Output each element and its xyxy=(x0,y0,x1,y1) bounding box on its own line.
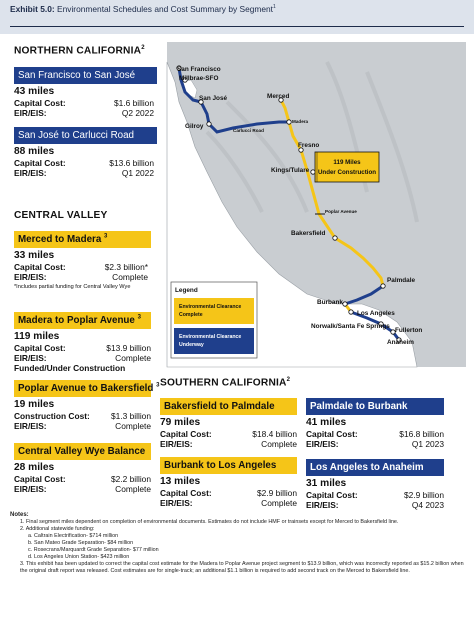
segment-miles: 88 miles xyxy=(14,146,55,157)
eir-row xyxy=(14,108,154,118)
capital-cost-label: Capital Cost: xyxy=(14,158,66,168)
segment-title-text: Madera to Poplar Avenue xyxy=(18,315,135,326)
city-label-carlucci: Carlucci Road xyxy=(233,128,264,133)
segment-details-wye xyxy=(14,462,151,494)
eir-label: EIR/EIS: xyxy=(306,500,339,510)
capital-cost-row xyxy=(14,474,151,484)
eir-row xyxy=(160,439,297,449)
city-label-merced: Merced xyxy=(267,93,290,100)
eir-value: Q1 2022 xyxy=(121,168,154,178)
capital-cost-row xyxy=(14,158,154,168)
construction-callout-line2: Under Construction xyxy=(317,169,377,176)
construction-cost-value: $1.3 billion xyxy=(110,411,151,421)
eir-label: EIR/EIS: xyxy=(160,439,193,449)
capital-cost-label: Capital Cost: xyxy=(160,488,212,498)
station-marker-bakersfield xyxy=(333,236,337,240)
segment-details-merced-madera xyxy=(14,250,148,291)
segment-title-bakersfield-palmdale: Bakersfield to Palmdale xyxy=(160,398,297,415)
segment-title-palmdale-burbank: Palmdale to Burbank xyxy=(306,398,444,415)
eir-row xyxy=(306,500,444,510)
eir-value: Complete xyxy=(261,498,297,508)
legend-swatch-complete xyxy=(174,298,254,324)
region-heading-northern xyxy=(14,45,145,56)
city-label-san-francisco: San Francisco xyxy=(177,66,221,73)
note-1: 1. Final segment miles dependent on completion of environmental documents. Estimates do not include HMF or trainsets except for Merced to Bakersfield line. xyxy=(20,519,399,525)
eir-value: Complete xyxy=(115,484,151,494)
eir-label: EIR/EIS: xyxy=(14,108,47,118)
eir-label: EIR/EIS: xyxy=(14,168,47,178)
segment-footnote: *Includes partial funding for Central Valley Wye xyxy=(14,284,131,290)
eir-label: EIR/EIS: xyxy=(14,484,47,494)
capital-cost-row xyxy=(160,488,297,498)
route-map-svg xyxy=(167,42,466,367)
eir-value: Complete xyxy=(112,272,148,282)
city-label-burbank: Burbank xyxy=(317,299,343,306)
station-marker-madera xyxy=(287,120,291,124)
capital-cost-label: Capital Cost: xyxy=(160,429,212,439)
region-heading-southern xyxy=(160,377,290,388)
construction-cost-label: Construction Cost: xyxy=(14,411,90,421)
capital-cost-value: $16.8 billion xyxy=(399,429,444,439)
capital-cost-label: Capital Cost: xyxy=(14,98,66,108)
city-label-millbrae: Millbrae-SFO xyxy=(179,75,219,82)
legend-label-complete-text-line2: Complete xyxy=(179,312,203,318)
segment-title-sup: 3 xyxy=(104,233,108,240)
funding-item: a. Caltrain Electrification- $714 million xyxy=(28,533,119,539)
exhibit-label: Exhibit 5.0: xyxy=(10,4,55,14)
segment-title-sf-sj: San Francisco to San José xyxy=(14,67,157,84)
segment-miles: 31 miles xyxy=(306,478,347,489)
eir-label: EIR/EIS: xyxy=(160,498,193,508)
eir-value: Q1 2023 xyxy=(411,439,444,449)
city-label-madera: Madera xyxy=(292,119,309,124)
eir-row xyxy=(14,421,151,431)
capital-cost-row xyxy=(14,343,151,353)
eir-value: Q4 2023 xyxy=(411,500,444,510)
eir-row xyxy=(14,272,148,282)
segment-details-burbank-la xyxy=(160,476,297,508)
capital-cost-label: Capital Cost: xyxy=(14,343,66,353)
eir-row xyxy=(160,498,297,508)
segment-details-bakersfield-palmdale xyxy=(160,417,297,449)
region-northern-text: NORTHERN CALIFORNIA xyxy=(14,45,142,57)
segment-title-sj-carlucci: San José to Carlucci Road xyxy=(14,127,157,144)
exhibit-header xyxy=(0,0,474,34)
header-divider xyxy=(10,26,464,27)
funding-item: c. Rosecrans/Marquardt Grade Separation- $77 million xyxy=(28,547,159,553)
region-southern-text: SOUTHERN CALIFORNIA xyxy=(160,377,287,389)
construction-callout-line1: 119 Miles xyxy=(333,159,361,166)
city-label-gilroy: Gilroy xyxy=(185,123,204,130)
station-marker-burbank xyxy=(343,302,347,306)
segment-title-madera-poplar xyxy=(14,312,151,329)
segment-miles: 28 miles xyxy=(14,462,55,473)
segment-miles: 41 miles xyxy=(306,417,347,428)
city-label-san-jose: San José xyxy=(199,95,228,102)
eir-label: EIR/EIS: xyxy=(14,421,47,431)
segment-title-wye: Central Valley Wye Balance xyxy=(14,443,151,460)
segment-title-text: Poplar Avenue to Bakersfield xyxy=(18,383,154,394)
eir-row xyxy=(306,439,444,449)
region-northern-sup: 2 xyxy=(141,45,145,51)
segment-details-poplar-bakersfield xyxy=(14,399,151,431)
segment-miles: 33 miles xyxy=(14,250,55,261)
capital-cost-label: Capital Cost: xyxy=(306,490,358,500)
city-label-fresno: Fresno xyxy=(298,142,320,149)
eir-label: EIR/EIS: xyxy=(306,439,339,449)
capital-cost-row xyxy=(160,429,297,439)
legend-label-underway-text: Environmental Clearance xyxy=(179,334,242,340)
eir-row xyxy=(14,484,151,494)
capital-cost-value: $2.9 billion xyxy=(403,490,444,500)
station-marker-los-angeles xyxy=(349,310,353,314)
legend-label-complete-text: Environmental Clearance xyxy=(179,304,242,310)
legend-label-underway-text-line2: Underway xyxy=(179,342,204,348)
construction-cost-row xyxy=(14,411,151,421)
route-bakersfield-palmdale xyxy=(335,238,383,286)
capital-cost-row xyxy=(306,490,444,500)
segment-title-merced-madera xyxy=(14,231,151,248)
station-marker-palmdale xyxy=(381,284,385,288)
segment-miles: 43 miles xyxy=(14,86,55,97)
eir-label: EIR/EIS: xyxy=(14,272,47,282)
segment-title-text: Merced to Madera xyxy=(18,234,102,245)
city-label-kings-tulare: Kings/Tulare xyxy=(271,167,310,174)
city-label-los-angeles: Los Angeles xyxy=(357,310,395,317)
funding-item: d. Los Angeles Union Station- $423 million xyxy=(28,554,130,560)
city-label-norwalk: Norwalk/Santa Fe Springs xyxy=(311,323,390,330)
segment-details-madera-poplar xyxy=(14,331,151,373)
capital-cost-value: $2.9 billion xyxy=(256,488,297,498)
notes-section xyxy=(10,512,464,575)
segment-title-la-anaheim: Los Angeles to Anaheim xyxy=(306,459,444,476)
eir-value: Complete xyxy=(115,421,151,431)
route-map xyxy=(167,42,466,367)
capital-cost-label: Capital Cost: xyxy=(14,262,66,272)
segment-title-poplar-bakersfield xyxy=(14,380,160,397)
segment-miles: 119 miles xyxy=(14,331,60,342)
capital-cost-row xyxy=(14,98,154,108)
route-palmdale-burbank xyxy=(345,286,383,304)
segment-status-note: Funded/Under Construction xyxy=(14,363,126,373)
region-southern-sup: 2 xyxy=(286,377,291,383)
segment-title-sup: 3 xyxy=(137,314,141,321)
segment-miles: 13 miles xyxy=(160,476,201,487)
segment-details-sj-carlucci xyxy=(14,146,154,178)
exhibit-title-text: Environmental Schedules and Cost Summary by Segment xyxy=(57,4,274,14)
capital-cost-row xyxy=(306,429,444,439)
map-legend xyxy=(171,282,257,358)
city-label-palmdale: Palmdale xyxy=(387,277,416,284)
note-2: 2. Additional statewide funding: xyxy=(20,526,95,532)
segment-details-sf-sj xyxy=(14,86,154,118)
notes-title: Notes: xyxy=(10,512,29,518)
eir-value: Complete xyxy=(261,439,297,449)
city-label-anaheim: Anaheim xyxy=(387,339,414,346)
capital-cost-row xyxy=(14,262,148,272)
station-marker-kings-tulare xyxy=(311,170,315,174)
capital-cost-value: $13.6 billion xyxy=(109,158,154,168)
funding-item: b. San Mateo Grade Separation- $84 million xyxy=(28,540,134,546)
station-marker-gilroy xyxy=(207,122,211,126)
segment-details-la-anaheim xyxy=(306,478,444,510)
capital-cost-value: $2.2 billion xyxy=(110,474,151,484)
exhibit-title-sup: 1 xyxy=(273,4,276,11)
eir-value: Q2 2022 xyxy=(121,108,154,118)
capital-cost-value: $2.3 billion* xyxy=(104,262,148,272)
capital-cost-value: $13.9 billion xyxy=(106,343,151,353)
segment-details-palmdale-burbank xyxy=(306,417,444,449)
capital-cost-label: Capital Cost: xyxy=(306,429,358,439)
city-label-fullerton: Fullerton xyxy=(395,327,423,334)
capital-cost-value: $18.4 billion xyxy=(252,429,297,439)
legend-swatch-underway xyxy=(174,328,254,354)
segment-miles: 79 miles xyxy=(160,417,201,428)
city-label-poplar: Poplar Avenue xyxy=(325,209,357,214)
segment-title-burbank-la: Burbank to Los Angeles xyxy=(160,457,297,474)
capital-cost-value: $1.6 billion xyxy=(113,98,154,108)
route-merced-madera xyxy=(281,100,289,122)
legend-title: Legend xyxy=(175,287,198,294)
exhibit-title xyxy=(10,4,464,14)
eir-row xyxy=(14,168,154,178)
eir-label: EIR/EIS: xyxy=(14,353,47,363)
note-3: 3. This exhibit has been updated to correct the capital cost estimate for the Madera to Poplar Avenue project segment to $13.9 billion, which was incorrectly reported as $15.2 billion when the original draft report was released. Cost estimates are for single-track; an additional $1.1 billion is required to add second track on the Merced to Bakersfield line. xyxy=(20,561,464,574)
city-label-bakersfield: Bakersfield xyxy=(291,230,326,237)
capital-cost-label: Capital Cost: xyxy=(14,474,66,484)
segment-title-sup: 3 xyxy=(156,382,160,389)
eir-value: Complete xyxy=(115,353,151,363)
region-heading-central: CENTRAL VALLEY xyxy=(14,210,108,221)
segment-miles: 19 miles xyxy=(14,399,55,410)
eir-row xyxy=(14,353,151,363)
construction-callout xyxy=(315,152,379,182)
